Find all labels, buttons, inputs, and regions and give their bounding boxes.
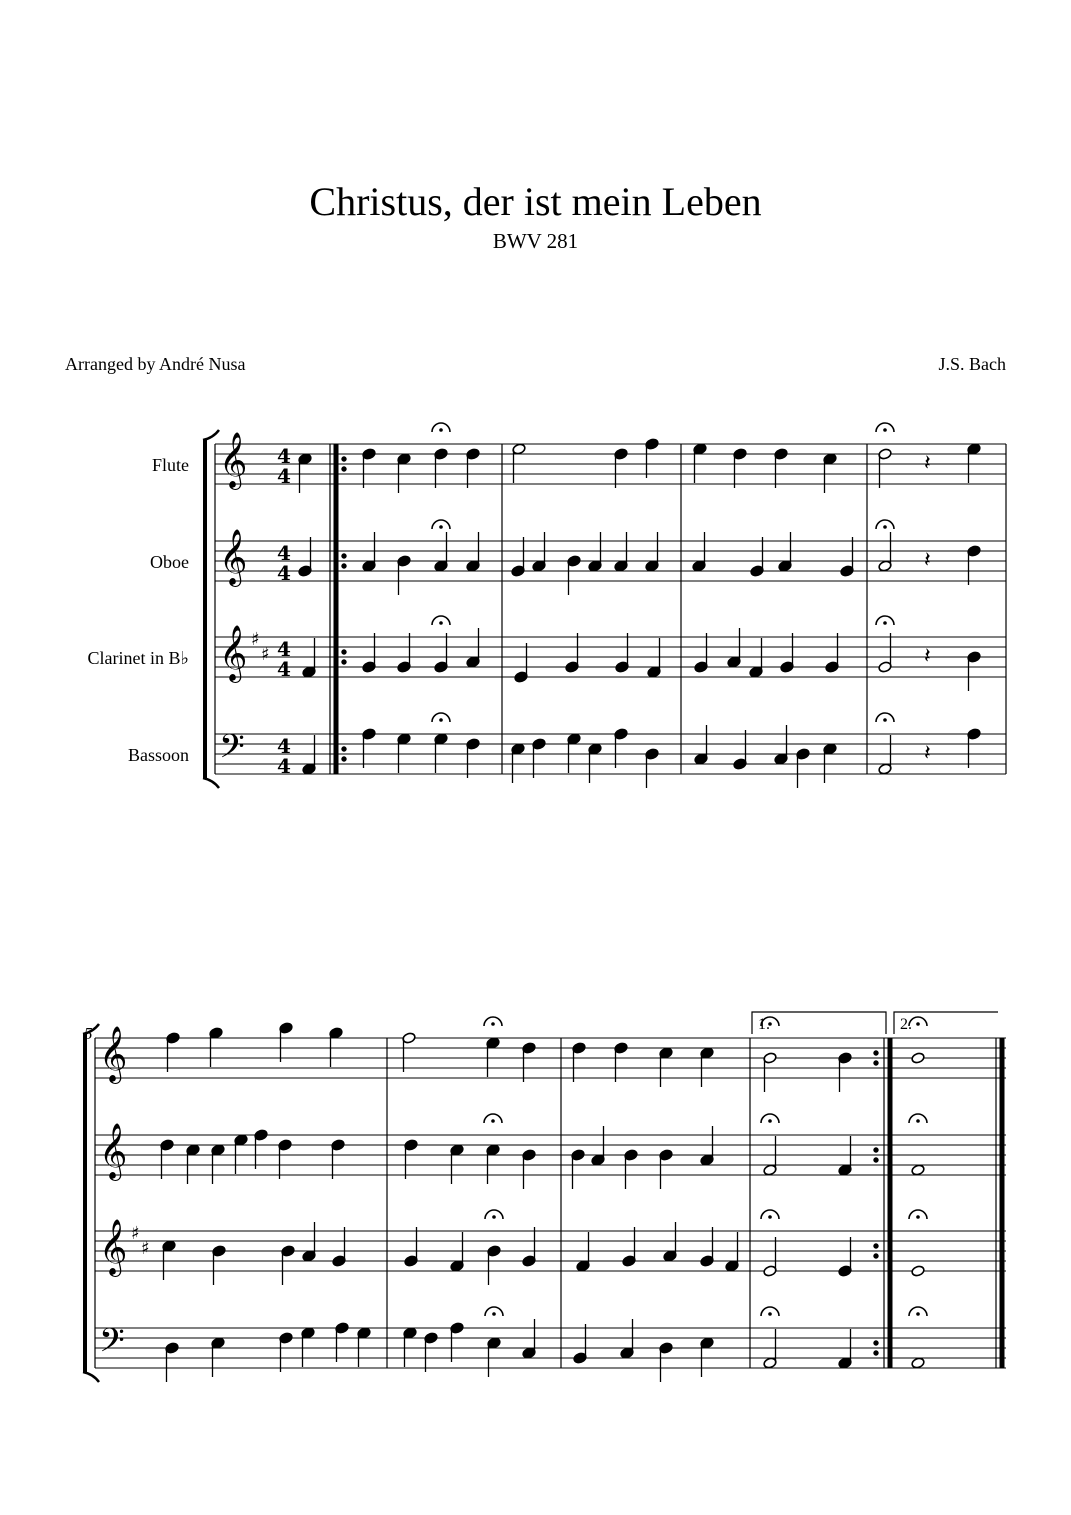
sharp-sign: ♯: [141, 1238, 150, 1259]
fermata-dot: [916, 1119, 920, 1123]
repeat-dot: [342, 467, 346, 471]
fermata-dot: [439, 718, 443, 722]
system-bracket: [203, 440, 207, 778]
bracket-top-hook: [203, 430, 219, 440]
clefs: [99, 432, 247, 1368]
repeat-dot: [342, 660, 346, 664]
time-signature-denominator: 4: [277, 657, 291, 681]
fermata-dot: [768, 1119, 772, 1123]
instrument-label-oboe: Oboe: [150, 552, 189, 572]
fermata-dot: [916, 1022, 920, 1026]
time-signature-numerator: 4: [277, 541, 291, 565]
fermata-dot: [883, 718, 887, 722]
time-signature-denominator: 4: [277, 464, 291, 488]
fermata-dot: [916, 1215, 920, 1219]
repeat-dot: [874, 1061, 878, 1065]
time-signature-denominator: 4: [277, 561, 291, 585]
fermata-dot: [439, 525, 443, 529]
repeat-dot: [874, 1148, 878, 1152]
fermata-dot: [439, 621, 443, 625]
fermata-dot: [883, 621, 887, 625]
notehead: [911, 1164, 925, 1176]
repeat-dot: [342, 757, 346, 761]
quarter-rest: 𝄽: [924, 451, 931, 476]
notehead: [911, 1265, 925, 1277]
repeat-dot: [874, 1341, 878, 1345]
sharp-sign: ♯: [251, 629, 260, 650]
fermata-dot: [768, 1215, 772, 1219]
instrument-label-clarinet: Clarinet in B♭: [87, 648, 189, 668]
bracket-bottom-hook: [203, 778, 219, 788]
fermata-dot: [492, 1312, 496, 1316]
treble-clef: 𝄞: [219, 625, 248, 681]
fermata-dot: [491, 1022, 495, 1026]
repeat-dot: [874, 1254, 878, 1258]
second-ending-label: 2.: [900, 1016, 912, 1033]
quarter-rest: 𝄽: [924, 548, 931, 573]
sharp-sign: ♯: [131, 1223, 140, 1244]
arranger-credit: Arranged by André Nusa: [65, 354, 246, 374]
bracket-bottom-hook: [83, 1372, 99, 1382]
repeat-dot: [874, 1244, 878, 1248]
fermata-dot: [883, 525, 887, 529]
quarter-rest: 𝄽: [924, 644, 931, 669]
time-signature-denominator: 4: [277, 754, 291, 778]
sharp-sign: ♯: [261, 644, 270, 665]
quarter-rest: 𝄽: [924, 741, 931, 766]
treble-clef: 𝄞: [99, 1123, 128, 1179]
fermata-dot: [439, 428, 443, 432]
time-signature-numerator: 4: [277, 734, 291, 758]
repeat-dot: [342, 554, 346, 558]
volta-brackets: [752, 1012, 998, 1034]
treble-clef: 𝄞: [99, 1219, 128, 1275]
time-signature-numerator: 4: [277, 444, 291, 468]
catalog-number: BWV 281: [492, 229, 579, 253]
measure-number: 5: [84, 1024, 93, 1043]
bass-clef: 𝄢: [219, 728, 245, 774]
instrument-label-flute: Flute: [151, 455, 189, 475]
time-signature-numerator: 4: [277, 637, 291, 661]
notehead: [911, 1052, 925, 1064]
composer-credit: J.S. Bach: [938, 354, 1006, 374]
piece-title: Christus, der ist mein Leben: [309, 179, 762, 224]
repeat-dot: [874, 1158, 878, 1162]
treble-clef: 𝄞: [219, 529, 248, 585]
first-ending-label: 1.: [758, 1016, 770, 1033]
bass-clef: 𝄢: [99, 1322, 125, 1368]
repeat-dot: [342, 747, 346, 751]
fermata-dot: [491, 1119, 495, 1123]
repeat-dot: [874, 1351, 878, 1355]
time-signatures: [277, 444, 291, 778]
treble-clef: 𝄞: [99, 1026, 128, 1082]
fermata-dot: [916, 1312, 920, 1316]
system-bracket: [83, 1034, 87, 1372]
fermata-dot: [768, 1312, 772, 1316]
repeat-dot: [342, 650, 346, 654]
first-ending-bracket: [752, 1012, 886, 1034]
treble-clef: 𝄞: [219, 432, 248, 488]
fermata-dot: [883, 428, 887, 432]
repeat-dot: [342, 564, 346, 568]
notehead: [911, 1357, 925, 1369]
repeat-dot: [874, 1051, 878, 1055]
instrument-label-bassoon: Bassoon: [127, 745, 189, 765]
fermata-dot: [492, 1215, 496, 1219]
repeat-dot: [342, 457, 346, 461]
